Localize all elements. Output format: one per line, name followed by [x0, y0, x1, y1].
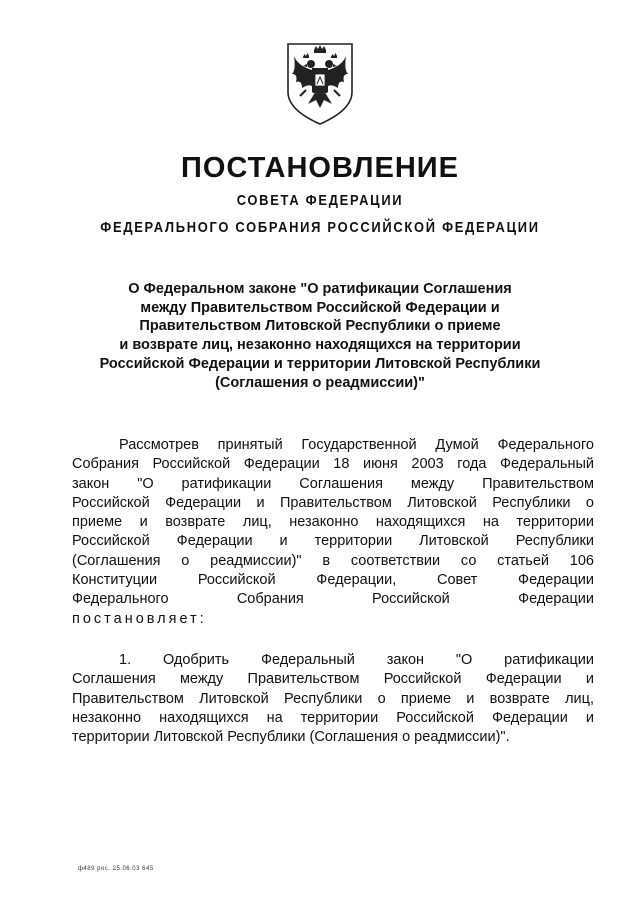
paragraph-line: Федерального Собрания Российской Федерации: [72, 591, 594, 608]
resolution-item-1: [72, 651, 594, 747]
paragraph-line: 1. Одобрить Федеральный закон "О ратификации: [119, 652, 594, 668]
subject-line: Российской Федерации и территории Литовской Республики: [99, 355, 541, 372]
subject-line: и возврате лиц, незаконно находящихся на территории: [119, 337, 521, 354]
paragraph-line: закон "О ратификации Соглашения между Правительством: [72, 475, 594, 492]
paragraph-line: Рассмотрев принятый Государственной Думой Федерального: [119, 437, 594, 453]
paragraph-line: (Соглашения о реадмиссии)" в соответствии со статьей 106: [72, 552, 594, 569]
paragraph-line: Соглашения между Правительством Российской Федерации и: [72, 671, 594, 688]
paragraph-line: Российской Федерации и Правительством Литовской Республики о: [72, 494, 594, 511]
resolution-subject: [90, 280, 550, 392]
subject-line: Правительством Литовской Республики о приеме: [139, 318, 501, 335]
subject-line: между Правительством Российской Федерации и: [140, 299, 500, 316]
coat-of-arms-icon: [284, 40, 356, 126]
paragraph-line: Конституции Российской Федерации, Совет Федерации: [72, 572, 594, 589]
document-title: ПОСТАНОВЛЕНИЕ: [181, 152, 459, 184]
subject-line: (Соглашения о реадмиссии)": [215, 374, 425, 391]
paragraph-line: незаконно находящихся на территории Российской Федерации и: [72, 709, 594, 726]
document-subtitle-assembly: ФЕДЕРАЛЬНОГО СОБРАНИЯ РОССИЙСКОЙ ФЕДЕРАЦИИ: [100, 219, 540, 236]
paragraph-line: Правительством Литовской Республики о приеме и возврате лиц,: [72, 690, 594, 707]
paragraph-line: Российской Федерации и территории Литовской Республики: [72, 533, 594, 550]
print-code: ф489 рос. 25.06.03 645: [78, 866, 154, 872]
paragraph-line: Собрания Российской Федерации 18 июня 2003 года Федеральный: [72, 456, 594, 473]
preamble-paragraph: [72, 436, 594, 629]
document-subtitle-issuer: СОВЕТА ФЕДЕРАЦИИ: [236, 192, 404, 209]
resolution-verb: постановляет:: [72, 610, 207, 627]
paragraph-line: территории Литовской Республики (Соглашения о реадмиссии)".: [72, 729, 510, 746]
subject-line: О Федеральном законе "О ратификации Соглашения: [128, 281, 512, 297]
paragraph-line: приеме и возврате лиц, незаконно находящихся на территории: [72, 514, 594, 531]
